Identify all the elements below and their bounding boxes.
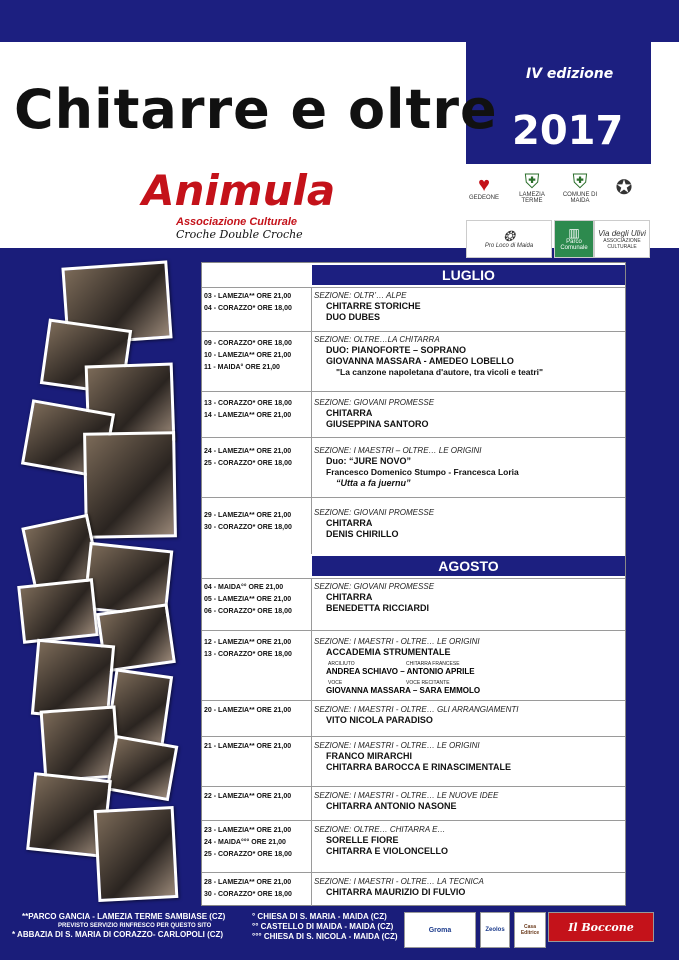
event-row [202,578,625,631]
logo-label: LAMEZIA TERME [519,192,545,204]
event-row [202,700,625,737]
event-row [202,872,625,906]
photo [83,431,177,539]
sponsor-zeolos: Zeolos [480,912,510,948]
event-title: BENEDETTA RICCIARDI [326,603,429,613]
seal-icon: ✪ [615,177,633,199]
photo [17,578,99,644]
event-info [314,398,622,430]
event-date: 25 - CORAZZO* ORE 18,00 [204,460,292,467]
event-dates [204,398,310,422]
event-row [202,287,625,332]
photo [94,806,179,902]
edition-year: 2017 [512,108,624,154]
event-date: 24 - MAIDA°°° ORE 21,00 [204,839,286,846]
event-title: DUO DUBES [326,312,381,322]
event-date: 23 - LAMEZIA** ORE 21,00 [204,827,292,834]
role-line [314,658,622,667]
event-dates [204,877,310,901]
photo-collage [14,262,184,902]
event-title: CHITARRA E VIOLONCELLO [326,846,448,856]
event-date: 14 - LAMEZIA** ORE 21,00 [204,412,292,419]
event-date: 25 - CORAZZO* ORE 18,00 [204,851,292,858]
event-row [202,331,625,392]
event-subtitle: “Utta a fa juernu” [336,478,411,488]
event-title: DENIS CHIRILLO [326,529,399,539]
event-date: 06 - CORAZZO* ORE 18,00 [204,608,292,615]
role-value: ANDREA SCHIAVO – ANTONIO APRILE [326,667,475,676]
event-info [314,705,622,726]
role-line [314,677,622,686]
event-info [314,877,622,898]
role-value: GIOVANNA MASSARA – SARA EMMOLO [326,686,481,695]
logo-via-ulivi [594,220,650,258]
schedule-table [201,262,626,906]
event-row [202,786,625,821]
event-info [314,825,622,857]
event-title: DUO: PIANOFORTE – SOPRANO [326,345,467,355]
event-dates [204,291,310,315]
brand-name: Animula [142,166,336,215]
venue-note: PREVISTO SERVIZIO RINFRESCO PER QUESTO SITO [58,923,212,929]
event-date: 03 - LAMEZIA** ORE 21,00 [204,293,292,300]
event-dates [204,446,310,470]
logo-label: Via degli Ulivi [598,228,646,238]
event-dates [204,637,310,661]
event-date: 21 - LAMEZIA** ORE 21,00 [204,743,292,750]
logo-maida [562,166,598,210]
event-date: 29 - LAMEZIA** ORE 21,00 [204,512,292,519]
sponsor-logos [466,166,651,256]
logo-label: ASSOCIAZIONE CULTURALE [603,237,641,250]
event-section: SEZIONE: I MAESTRI - OLTRE… LE ORIGINI [314,741,480,750]
event-title: CHITARRA [326,518,373,528]
event-row [202,630,625,701]
logo-label: COMUNE DI MAIDA [562,192,598,204]
event-title: ACCADEMIA STRUMENTALE [326,647,451,657]
crest-icon: ⛨ [572,171,588,193]
event-dates [204,825,310,861]
role-label: ARCILIUTO [328,661,355,667]
event-date: 04 - CORAZZO* ORE 18,00 [204,305,292,312]
role-label: VOCE [328,680,343,686]
photo [106,735,179,801]
venue-note: °° CASTELLO DI MAIDA - MAIDA (CZ) [252,922,394,931]
event-row [202,497,625,554]
logo-lamezia [512,166,552,210]
logo-parco [554,220,594,258]
event-date: 04 - MAIDA°° ORE 21,00 [204,584,284,591]
event-section: SEZIONE: GIOVANI PROMESSE [314,508,435,517]
event-dates [204,741,310,753]
event-row [202,820,625,873]
event-title: CHITARRA ANTONIO NASONE [326,801,457,811]
edition-label: IV edizione [526,66,614,82]
logo-proloco [466,220,552,258]
event-section: SEZIONE: OLTRE…LA CHITARRA [314,335,440,344]
event-title: Duo: “JURE NOVO” [326,456,412,466]
subbrand-label: Croche Double Croche [176,228,303,241]
association-label: Associazione Culturale [176,216,298,228]
heart-icon: ♥ [478,174,490,196]
event-info [314,741,622,773]
event-title: CHITARRA MAURIZIO DI FULVIO [326,887,466,897]
role-label: CHITARRA FRANCESE [406,661,460,667]
event-date: 22 - LAMEZIA** ORE 21,00 [204,793,292,800]
event-date: 28 - LAMEZIA** ORE 21,00 [204,879,292,886]
venue-note: * ABBAZIA DI S. MARIA DI CORAZZO- CARLOPOLI (CZ) [12,930,224,939]
event-info [314,637,622,696]
event-title: CHITARRA [326,592,373,602]
event-row [202,391,625,438]
venue-note: °°° CHIESA DI S. NICOLA - MAIDA (CZ) [252,932,398,941]
event-title: CHITARRA BAROCCA E RINASCIMENTALE [326,762,511,772]
event-date: 30 - CORAZZO* ORE 18,00 [204,524,292,531]
logo-seal [604,166,644,210]
event-info [314,291,622,323]
month-header-august: AGOSTO [312,556,625,576]
logo-label: Parco Comunale [560,239,588,251]
event-info [314,508,622,540]
event-title: VITO NICOLA PARADISO [326,715,433,725]
event-date: 13 - CORAZZO* ORE 18,00 [204,400,292,407]
event-dates [204,582,310,618]
event-dates [204,791,310,803]
event-info [314,335,622,378]
event-info [314,791,622,812]
sponsor-il-boccone: Il Boccone [548,912,654,942]
event-row [202,437,625,498]
event-section: SEZIONE: OLTR’… ALPE [314,291,407,300]
sponsor-editrice: Casa Editrice [514,912,546,948]
event-info [314,446,622,489]
venue-note: ° CHIESA DI S. MARIA - MAIDA (CZ) [252,912,387,921]
top-band [0,0,679,42]
event-date: 30 - CORAZZO* ORE 18,00 [204,891,292,898]
event-dates [204,338,310,374]
event-date: 12 - LAMEZIA** ORE 21,00 [204,639,292,646]
event-title: GIUSEPPINA SANTORO [326,419,429,429]
event-dates [204,705,310,717]
event-date: 13 - CORAZZO* ORE 18,00 [204,651,292,658]
event-section: SEZIONE: I MAESTRI - OLTRE… LE ORIGINI [314,637,480,646]
sponsor-groma: Groma [404,912,476,948]
event-date: 09 - CORAZZO* ORE 18,00 [204,340,292,347]
event-subtitle: "La canzone napoletana d'autore, tra vicoli e teatri" [336,367,544,377]
venue-note: **PARCO GANCIA - LAMEZIA TERME SAMBIASE (CZ) [22,912,226,921]
seal-icon: ❂ [503,228,515,244]
event-title: GIOVANNA MASSARA - AMEDEO LOBELLO [326,356,514,366]
event-row [202,736,625,787]
event-date: 11 - MAIDA° ORE 21,00 [204,364,280,371]
event-date: 20 - LAMEZIA** ORE 21,00 [204,707,292,714]
event-section: SEZIONE: I MAESTRI – OLTRE… LE ORIGINI [314,446,482,455]
event-section: SEZIONE: I MAESTRI - OLTRE… GLI ARRANGIAMENTI [314,705,519,714]
month-header-july: LUGLIO [312,265,625,285]
event-section: SEZIONE: I MAESTRI - OLTRE… LA TECNICA [314,877,484,886]
event-title: CHITARRE STORICHE [326,301,421,311]
page-title: Chitarre e oltre [14,78,498,141]
event-section: SEZIONE: I MAESTRI - OLTRE… LE NUOVE IDEE [314,791,499,800]
event-date: 24 - LAMEZIA** ORE 21,00 [204,448,292,455]
event-title: SORELLE FIORE [326,835,399,845]
event-info [314,582,622,614]
event-section: SEZIONE: GIOVANI PROMESSE [314,582,435,591]
event-date: 05 - LAMEZIA** ORE 21,00 [204,596,292,603]
event-section: SEZIONE: OLTRE… CHITARRA E… [314,825,446,834]
event-title: CHITARRA [326,408,373,418]
event-title: FRANCO MIRARCHI [326,751,412,761]
event-section: SEZIONE: GIOVANI PROMESSE [314,398,435,407]
book-icon: ▥ [568,226,580,240]
logo-label: GEDEONE [468,195,499,201]
logo-gedeone [466,166,502,210]
crest-icon: ⛨ [524,171,540,193]
logo-label: Pro Loco di Maida [484,243,534,249]
event-date: 10 - LAMEZIA** ORE 21,00 [204,352,292,359]
role-label: VOCE RECITANTE [406,680,450,686]
event-title: Francesco Domenico Stumpo - Francesca Loria [326,467,519,477]
footer [0,908,679,960]
event-dates [204,510,310,534]
